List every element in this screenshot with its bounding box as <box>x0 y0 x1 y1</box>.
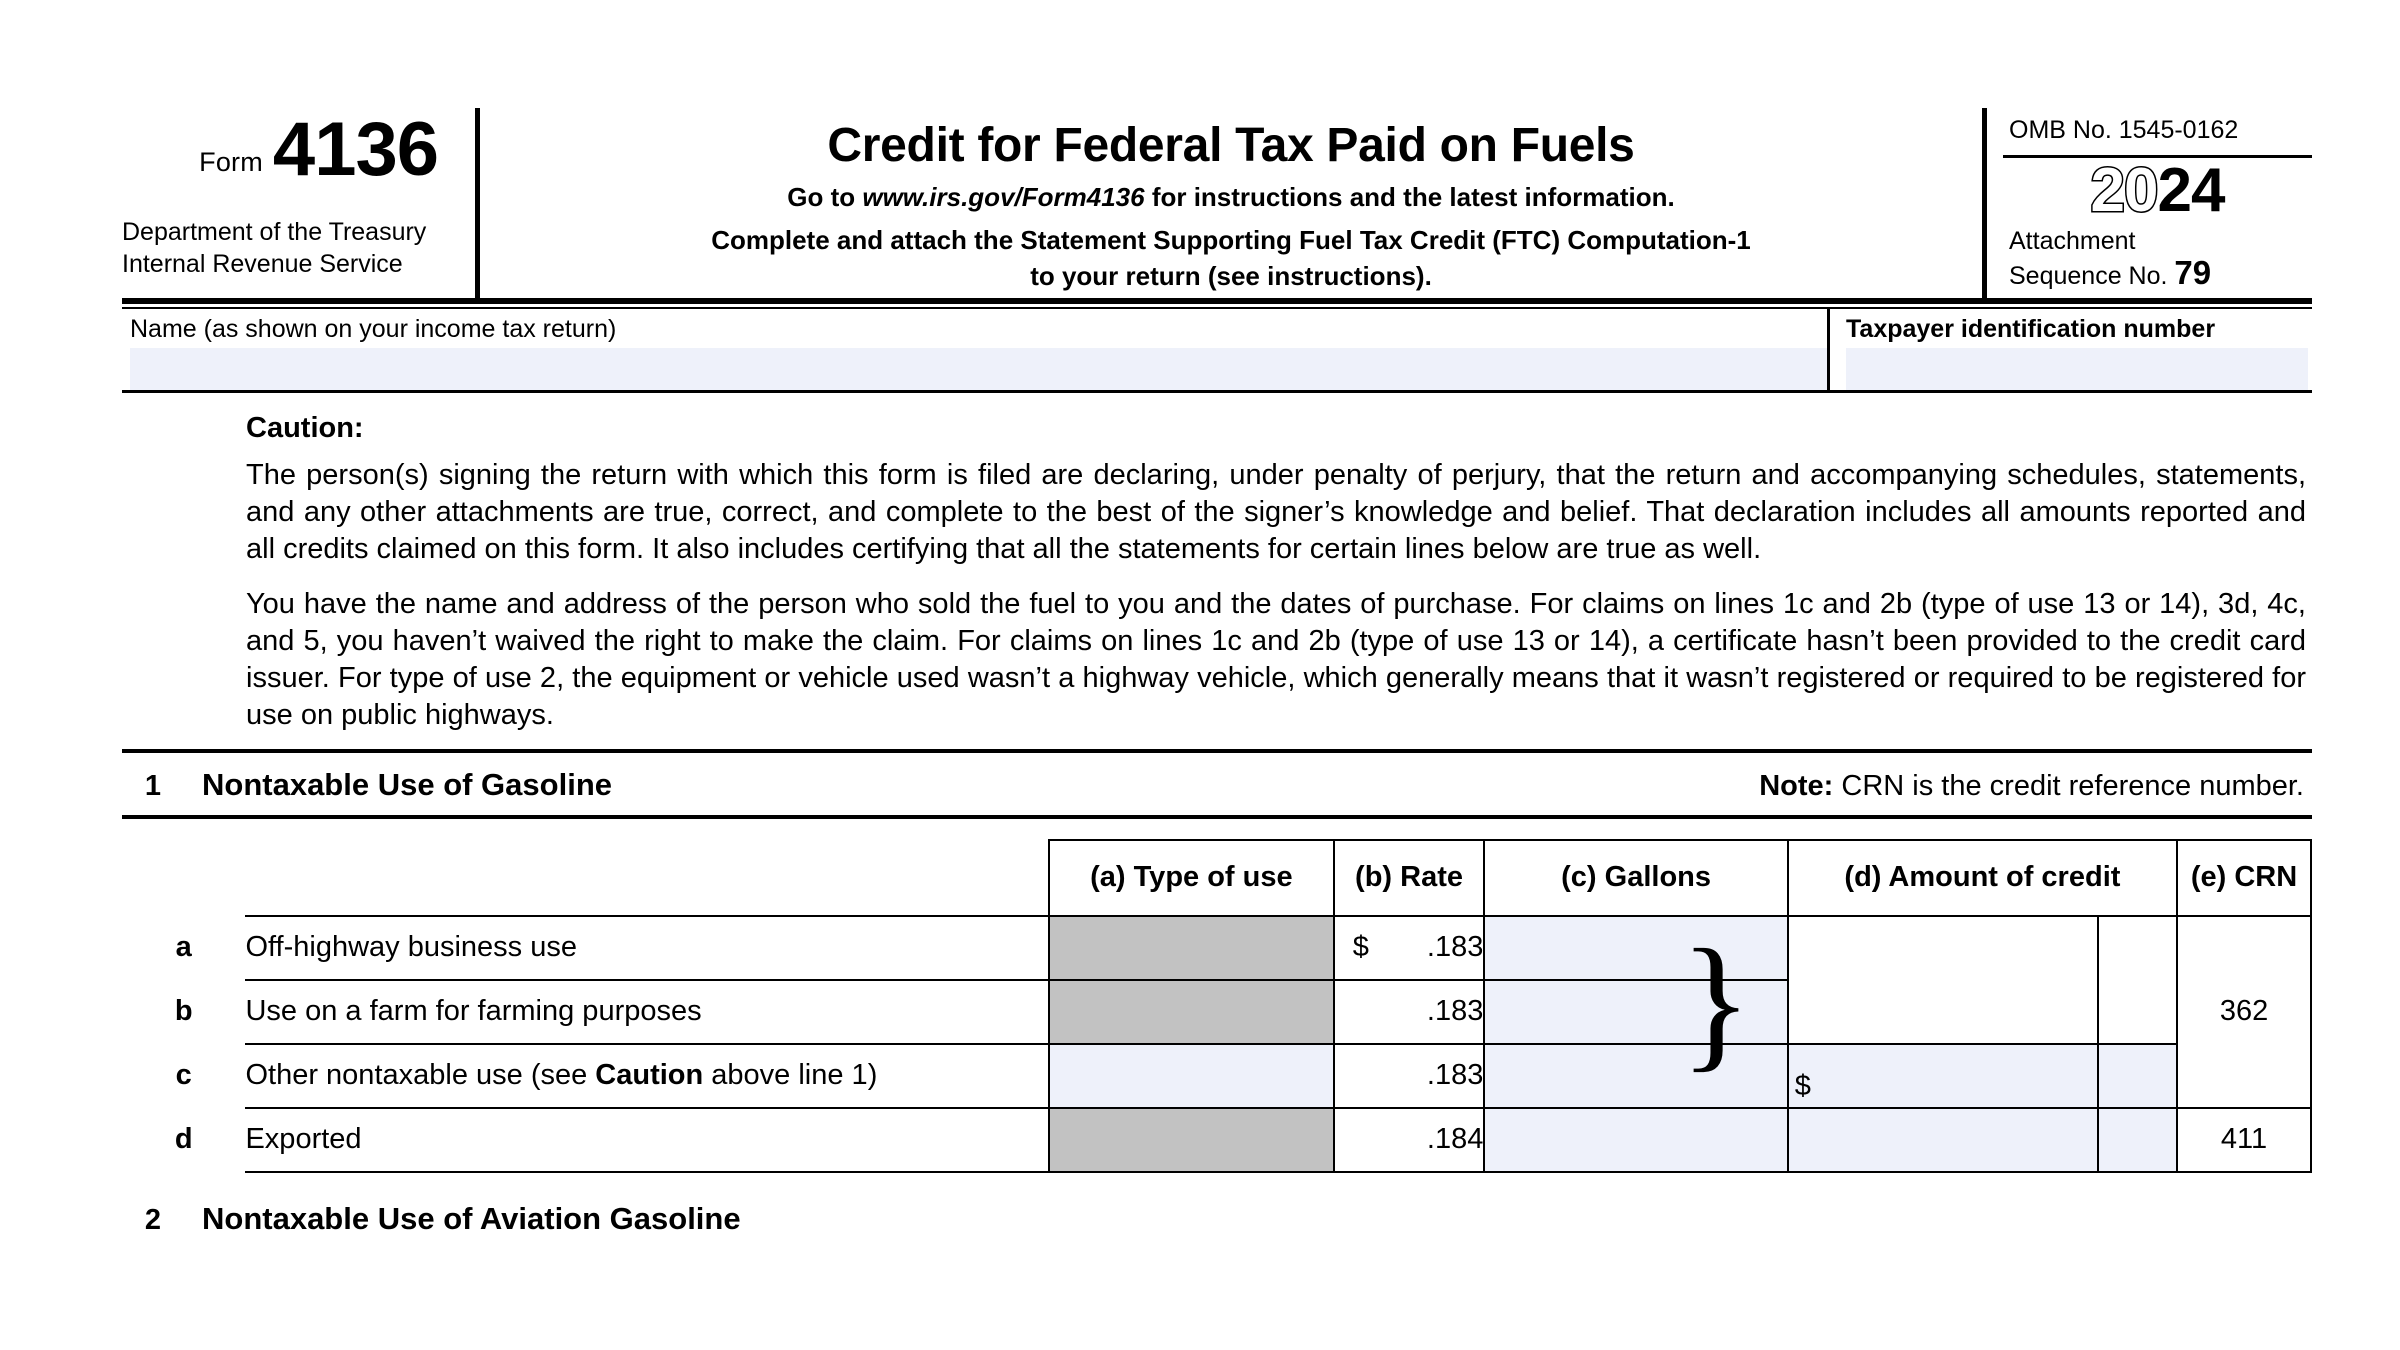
name-cell <box>122 309 1830 390</box>
caution-label: Caution: <box>246 412 364 444</box>
form-word-label: Form <box>199 147 263 177</box>
table-1-wrapper <box>122 839 2312 1173</box>
goto-instructions-line <box>488 180 1974 214</box>
gallons-input-d[interactable] <box>1484 1108 1787 1172</box>
section-1-number: 1 <box>144 769 162 802</box>
tax-year-century: 20 <box>2090 156 2158 225</box>
tax-year-block <box>2003 156 2312 225</box>
row-group-brace: } <box>1680 918 1752 1085</box>
section-1-header <box>122 753 2312 819</box>
amount-cents-d[interactable] <box>2098 1108 2178 1172</box>
row-letter-a: a <box>175 931 192 964</box>
rate-value-a: .183 <box>1426 931 1484 964</box>
name-input[interactable] <box>130 348 1827 390</box>
crn-a: 362 <box>2177 916 2311 1108</box>
table-row <box>122 916 2311 980</box>
goto-prefix: Go to <box>787 181 863 212</box>
tin-input[interactable] <box>1846 348 2308 390</box>
header-divider-rule <box>122 298 2312 309</box>
amount-input-a[interactable] <box>1788 916 2098 1044</box>
section-2-number: 2 <box>144 1203 162 1236</box>
crn-note-bold: Note: <box>1759 769 1834 802</box>
header-rate: (b) Rate <box>1334 840 1485 916</box>
amount-input-d[interactable] <box>1788 1108 2098 1172</box>
header-gallons: (c) Gallons <box>1484 840 1787 916</box>
crn-note <box>1759 770 2304 803</box>
irs-url-link[interactable]: www.irs.gov/Form4136 <box>862 181 1145 212</box>
table-row <box>122 1044 2311 1108</box>
department-block <box>122 216 426 280</box>
attach-statement-line-2: to your return (see instructions). <box>1030 261 1432 292</box>
header-amount-of-credit: (d) Amount of credit <box>1788 840 2177 916</box>
sequence-label: Sequence No. <box>2009 262 2175 290</box>
form-number-line <box>122 107 462 192</box>
crn-note-text: CRN is the credit reference number. <box>1833 769 2304 802</box>
nontaxable-gasoline-table <box>122 839 2312 1173</box>
row-description-c <box>245 1044 1049 1108</box>
header-type-of-use: (a) Type of use <box>1049 840 1334 916</box>
form-title: Credit for Federal Tax Paid on Fuels <box>827 119 1635 172</box>
omb-number: OMB No. 1545-0162 <box>2003 108 2312 158</box>
attachment-sequence-line <box>2009 256 2312 291</box>
table-header-row <box>122 840 2311 916</box>
row-description-a: Off-highway business use <box>245 916 1049 980</box>
form-sheet <box>122 0 2312 1249</box>
crn-d: 411 <box>2177 1108 2311 1172</box>
row-description-d: Exported <box>245 1108 1049 1172</box>
amount-cents-c[interactable] <box>2098 1044 2178 1108</box>
row-description-b: Use on a farm for farming purposes <box>245 980 1049 1044</box>
section-2-header <box>122 1173 2312 1249</box>
rate-c: .183 <box>1334 1044 1485 1108</box>
gallons-input-c[interactable] <box>1484 1044 1787 1108</box>
type-of-use-d <box>1049 1108 1334 1172</box>
amount-input-c[interactable] <box>1788 1044 2098 1108</box>
row-letter-d: d <box>174 1123 193 1156</box>
section-1-title: Nontaxable Use of Gasoline <box>202 766 612 802</box>
taxpayer-row <box>122 309 2312 393</box>
type-of-use-a <box>1049 916 1334 980</box>
caution-paragraph-2: You have the name and address of the person who sold the fuel to you and the dates of purchase. For claims on lines 1c and 2b (type of use 13 or 14), 3d, 4c, and 5, you haven’t waived the right to make the claim. For claims on lines 1c and 2b (type of use 13 or 14), a certificate hasn’t been provided to the credit card issuer. For type of use 2, the equipment or vehicle used wasn’t a highway vehicle, which generally means that it wasn’t registered or required to be registered for use on public highways. <box>246 588 2306 732</box>
rate-a <box>1334 916 1485 980</box>
sequence-number: 79 <box>2174 254 2212 291</box>
header-spacer-letter <box>122 840 245 916</box>
form-number: 4136 <box>272 107 438 192</box>
tin-label: Taxpayer identification number <box>1846 315 2216 343</box>
tax-year <box>2090 156 2225 225</box>
tax-year-suffix: 24 <box>2157 156 2225 225</box>
rate-d: .184 <box>1334 1108 1485 1172</box>
form-title-block <box>480 108 1982 298</box>
row-letter-b: b <box>174 995 193 1028</box>
gallons-input-b[interactable] <box>1484 980 1787 1044</box>
goto-suffix: for instructions and the latest information. <box>1144 181 1675 212</box>
row-description-c-tail: above line 1) <box>703 1059 878 1092</box>
name-label: Name (as shown on your income tax return) <box>130 315 617 343</box>
table-row <box>122 1108 2311 1172</box>
amount-dollar-sign-c: $ <box>1794 1069 1811 1102</box>
gallons-input-a[interactable] <box>1484 916 1787 980</box>
row-letter-c: c <box>175 1059 192 1092</box>
omb-year-block <box>1982 108 2312 298</box>
type-of-use-b <box>1049 980 1334 1044</box>
type-of-use-input-c[interactable] <box>1049 1044 1334 1108</box>
caution-block <box>122 393 2312 753</box>
form-identity-block <box>122 108 480 298</box>
department-line-2: Internal Revenue Service <box>122 250 403 278</box>
header-spacer-desc <box>245 840 1049 916</box>
amount-cents-a[interactable] <box>2098 916 2178 1044</box>
form-header <box>122 108 2312 298</box>
attachment-sequence-block <box>2003 226 2312 291</box>
row-description-c-bold: Caution <box>595 1059 704 1092</box>
attach-statement-line-1: Complete and attach the Statement Supporting Fuel Tax Credit (FTC) Computation-1 <box>711 225 1751 256</box>
attachment-label: Attachment <box>2009 227 2136 255</box>
header-crn: (e) CRN <box>2177 840 2311 916</box>
caution-paragraph-1: The person(s) signing the return with which this form is filed are declaring, under penalty of perjury, that the return and accompanying schedules, statements, and any other attachments are true, correct, and complete to the best of the signer’s knowledge and belief. That declaration includes all amounts reported and all credits claimed on this form. It also includes certifying that all the statements for certain lines below are true as well. <box>246 458 2306 566</box>
section-2-title: Nontaxable Use of Aviation Gasoline <box>202 1200 741 1236</box>
rate-dollar-sign-a: $ <box>1352 931 1369 964</box>
rate-b: .183 <box>1334 980 1485 1044</box>
department-line-1: Department of the Treasury <box>122 218 427 246</box>
row-description-c-text: Other nontaxable use (see <box>245 1059 596 1092</box>
tin-cell <box>1830 309 2312 390</box>
